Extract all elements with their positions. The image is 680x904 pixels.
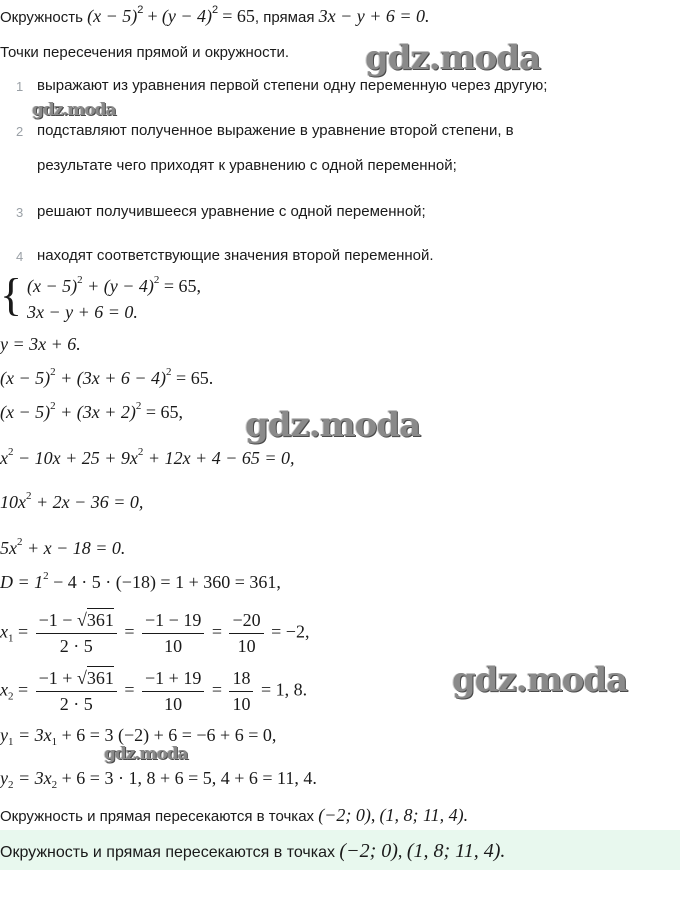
equation-substituted: $(x - 5)^2 + (3x + 6 - 4)^2 = 65$. xyxy=(0,366,214,388)
system-brace: { xyxy=(0,269,23,320)
step-text: подставляют полученное выражение в уравнение второй степени, в xyxy=(37,122,514,139)
step-number: 1 xyxy=(16,79,24,94)
watermark-logo: gdz.moda xyxy=(245,405,421,445)
value-y2: $y_2 = 3x_2 + 6 = 3 \cdot 1$, 8 + 6 = 5, 4 + 6 = 11, 4. xyxy=(0,768,317,791)
step-number: 2 xyxy=(16,124,24,139)
watermark-logo: gdz.moda xyxy=(32,100,116,120)
circle-eq-rhs: = 65 xyxy=(222,6,255,26)
step-text: результате чего приходят к уравнению с одной переменной; xyxy=(37,157,457,174)
square: 2 xyxy=(211,4,219,16)
discriminant: $D = 1^2 - 4 \cdot 5 \cdot (-18) = 1 + 360 = 361$, xyxy=(0,570,281,592)
step-text: решают получившееся уравнение с одной переменной; xyxy=(37,203,426,220)
root-x2: $x_2$ = $\frac{-1 + √361}{2 \cdot 5}$ = $\frac{-1 + 19}{10}$ = $\frac{18}{10}$ = 1, 8. xyxy=(0,668,308,714)
equation-quadratic: $10x^2 + 2x - 36 = 0$, xyxy=(0,490,144,512)
plus: + xyxy=(147,6,158,26)
root-x1: $x_1$ = $\frac{-1 - √361}{2 \cdot 5}$ = $\frac{-1 - 19}{10}$ = $\frac{-20}{10}$ = −2, xyxy=(0,610,310,656)
header-mid: , прямая xyxy=(254,9,315,26)
equation-reduced: $5x^2 + x - 18 = 0$. xyxy=(0,536,126,558)
system-line-1: $(x - 5)^2 + (y - 4)^2 = 65$, xyxy=(27,274,202,296)
line-equation: 3x − y + 6 = 0. xyxy=(318,6,430,26)
step-number: 3 xyxy=(16,205,24,220)
circle-eq-part2: (y − 4) xyxy=(161,6,212,26)
equation-simplified: $(x - 5)^2 + (3x + 2)^2 = 65$, xyxy=(0,400,184,422)
equation-y: y = 3x + 6. xyxy=(0,334,81,354)
circle-eq-part1: (x − 5) xyxy=(87,6,138,26)
step-text: находят соответствующие значения второй переменной. xyxy=(37,247,434,264)
header-prefix: Окружность xyxy=(0,9,83,26)
conclusion: Окружность и прямая пересекаются в точках (−2; 0), (1, 8; 11, 4). xyxy=(0,805,469,825)
system-line-2: 3x − y + 6 = 0. xyxy=(27,302,138,322)
step-text: выражают из уравнения первой степени одну переменную через другую; xyxy=(37,77,548,94)
square: 2 xyxy=(137,4,144,16)
step-number: 4 xyxy=(16,249,24,264)
watermark-logo: gdz.moda xyxy=(365,38,541,78)
intro-text: Точки пересечения прямой и окружности. xyxy=(0,44,290,61)
problem-statement xyxy=(0,6,430,27)
watermark-logo: gdz.moda xyxy=(104,744,188,764)
equation-expanded: $x^2 - 10x + 25 + 9x^2 + 12x + 4 - 65 = 0$, xyxy=(0,446,295,468)
answer: Окружность и прямая пересекаются в точках (−2; 0), (1, 8; 11, 4). xyxy=(0,840,506,862)
value-y1: $y_1 = 3x_1 + 6 = 3$ (−2) + 6 = −6 + 6 = 0, xyxy=(0,725,277,748)
watermark-logo: gdz.moda xyxy=(452,660,628,700)
